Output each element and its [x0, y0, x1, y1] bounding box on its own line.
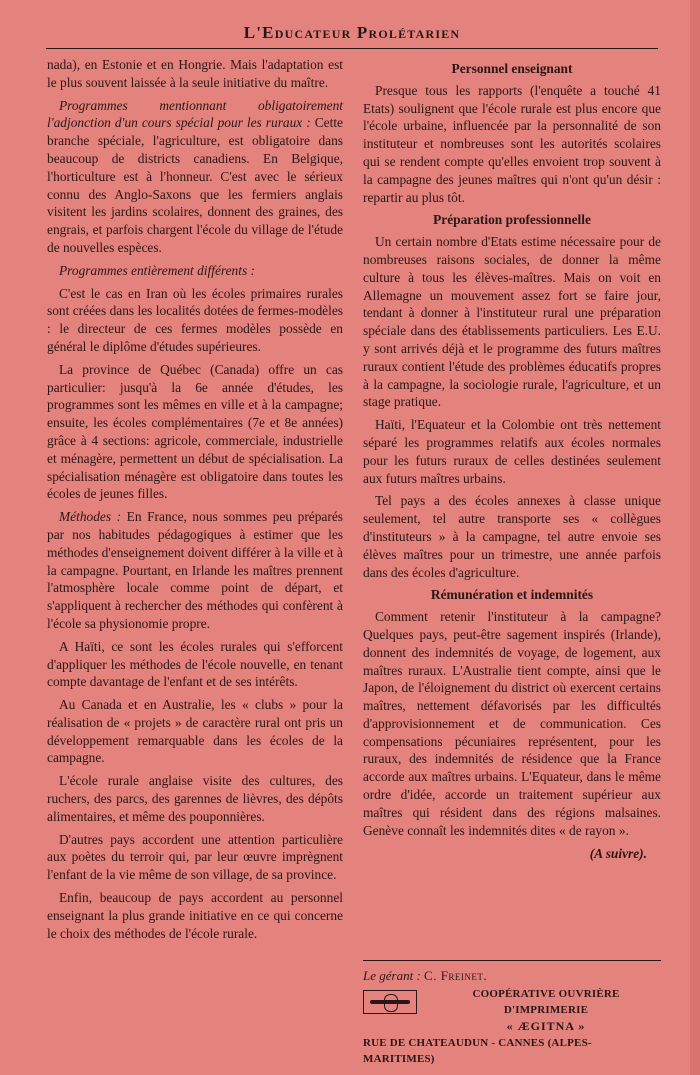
- imprint-footer: [363, 968, 663, 1067]
- gerant-name: C. Freinet.: [424, 968, 488, 983]
- paragraph: Enfin, beaucoup de pays accordent au personnel enseignant la plus grande initiative en ce qui concerne le choix des méthodes de l'école rurale.: [47, 890, 343, 941]
- cooperative-block: [363, 986, 663, 1034]
- gerant-line: [363, 968, 663, 984]
- printer-address: RUE DE CHATEAUDUN - CANNES (ALPES-MARITIMES): [363, 1037, 592, 1065]
- press-logo-icon: [363, 990, 417, 1014]
- paragraph: [47, 508, 343, 633]
- paragraph: [47, 97, 343, 257]
- paragraph-text: Cette branche spéciale, l'agriculture, est obligatoire dans beaucoup de districts canadiens. En Belgique, l'horticulture est à l'honneur. C'est avec le sérieux connu des Anglo-Saxons que les fermiers anglais visitent les jardins scolaires, donnent des graines, des engrais, et parfois chargent l'école du village de l'étude de nouvelles espèces.: [47, 115, 343, 255]
- paragraph: Comment retenir l'instituteur à la campagne? Quelques pays, peut-être sagement inspirés (Irlande), donnent des indemnités de voyage, de logement, aux maîtres ruraux. L'Australie tient compte, ainsi que le Japon, de l'éloignement du district où exercent certains maîtres, nettement défavorisés par les difficultés d'approvisionnement et de communication. Ces compensations pécuniaires représentent, pour les ruraux, des indemnités de résidence que la France accorde aux maîtres urbains. L'Equateur, dans le même ordre d'idée, accorde un traitement supérieur aux maîtres qui résident dans des régions malsaines. Genève connaît les indemnités dites « de rayon ».: [363, 609, 661, 838]
- paragraph: Au Canada et en Australie, les « clubs » pour la réalisation de « projets » de caractère rural ont pris un développement remarquable dans les écoles de la campagne.: [47, 697, 343, 766]
- left-column: [47, 56, 343, 947]
- cooperative-name: « ÆGITNA »: [506, 1019, 586, 1033]
- section-heading: Rémunération et indemnités: [430, 587, 594, 603]
- paragraph: [47, 262, 343, 280]
- paragraph-lead: Programmes entièrement différents :: [59, 262, 255, 278]
- right-column: [363, 56, 661, 863]
- page-edge: [690, 0, 700, 1075]
- paragraph: C'est le cas en Iran où les écoles primaires rurales sont créées dans les localités dotées de fermes-modèles : le directeur de ces fermes modèles possède en général le diplôme d'études supérieures.: [47, 285, 343, 354]
- cooperative-text: [429, 986, 663, 1034]
- paragraph-text: En France, nous sommes peu préparés par nos habitudes pédagogiques à estimer que les méthodes d'enseignement doivent différer à la ville et à la campagne. Pourtant, en Irlande les maîtres prennent l'atmosphère locale comme point de départ, et s'appliquent à rechercher des méthodes qui confèrent à l'école sa physionomie propre.: [47, 509, 343, 631]
- paragraph: Un certain nombre d'Etats estime nécessaire pour de nombreuses raisons sociales, de donner la même culture à tous les élèves-maîtres. Mais on voit en Allemagne un mouvement assez fort se faire jour, tendant à donner à l'instituteur rural une préparation spéciale dans des établissements particuliers. Les E.U. y sont arrivés déjà et le programme des futurs maîtres ruraux contient l'étude des problèmes éducatifs propres à la campagne, la sociologie rurale, l'agriculture, et un stage pratique.: [363, 234, 661, 410]
- journal-title: L'Educateur Prolétarien: [243, 23, 461, 42]
- paragraph: La province de Québec (Canada) offre un cas particulier: jusqu'à la 6e année d'études, les programmes sont les mêmes en ville et à la campagne; ensuite, les écoles complémentaires (7e et 8e années) grâce à 4 sections: agricole, commerciale, industrielle et ménagère, permettent un début de spécialisation. La spécialisation ménagère est obligatoire dans toutes les écoles de jeunes filles.: [47, 361, 343, 502]
- section-heading: Personnel enseignant: [451, 61, 573, 76]
- paragraph: Tel pays a des écoles annexes à classe unique seulement, tel autre transporte ses « collègues d'instituteurs » à la campagne, tel autre envoie ses élèves maîtres pour un trimestre, une année parfois dans des écoles d'agriculture.: [363, 493, 661, 580]
- section-heading: Préparation professionnelle: [433, 212, 591, 228]
- paragraph-lead: Méthodes :: [59, 509, 122, 525]
- paragraph: L'école rurale anglaise visite des cultures, des ruchers, des parcs, des garennes de lièvres, des dépôts alimentaires, et même des pouponnières.: [47, 773, 343, 824]
- paragraph: A Haïti, ce sont les écoles rurales qui s'efforcent d'appliquer les méthodes de l'école nouvelle, en tenant compte davantage de l'enfant et de ses intérêts.: [47, 638, 343, 690]
- paragraph: D'autres pays accordent une attention particulière aux poètes du terroir qui, par leur œuvre imprègnent l'enfant de la vie même de son village, de sa province.: [47, 831, 343, 883]
- paragraph: Haïti, l'Equateur et la Colombie ont très nettement séparé les programmes relatifs aux écoles normales pour les futurs ruraux de celles destinées seulement aux futurs maîtres urbains.: [363, 417, 661, 486]
- footer-divider: [363, 960, 661, 961]
- paragraph: nada), en Estonie et en Hongrie. Mais l'adaptation est le plus souvent laissée à la seule initiative du maître.: [47, 57, 343, 90]
- gerant-label: Le gérant :: [363, 968, 421, 983]
- paragraph: Presque tous les rapports (l'enquête a touché 41 Etats) soulignent que l'école rurale est plus encore que l'école urbaine, influencée par la personnalité de son instituteur et nombreuses sont les autorités scolaires qui se rendent compte qu'elles envoient trop souvent à la campagne des jeunes maîtres qui n'ont qu'un désir : repartir au plus tôt.: [363, 82, 661, 205]
- cooperative-label: COOPÉRATIVE OUVRIÈRE D'IMPRIMERIE: [472, 988, 620, 1016]
- to-be-continued: (A suivre).: [589, 846, 647, 862]
- page-header: [46, 18, 658, 49]
- paragraph-lead: Programmes mentionnant obligatoirement l'adjonction d'un cours spécial pour les ruraux :: [47, 97, 343, 131]
